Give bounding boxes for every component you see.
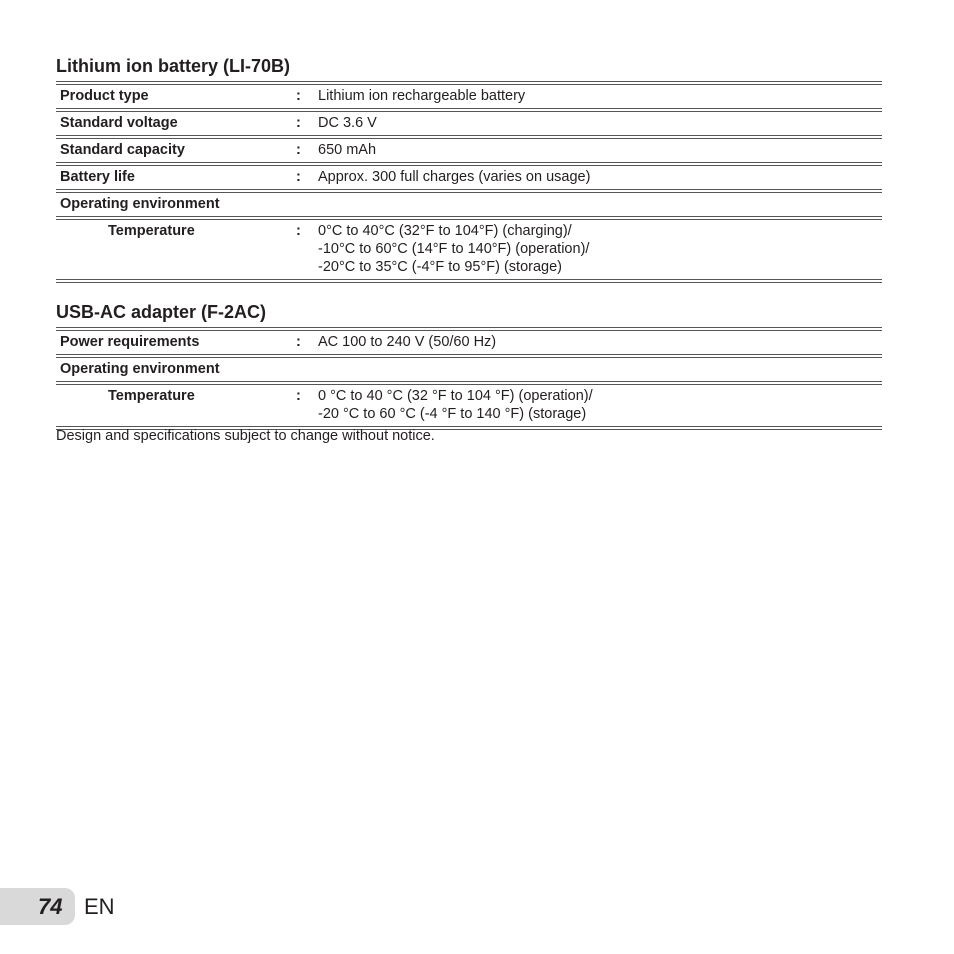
spec-value-line: 0°C to 40°C (32°F to 104°F) (charging)/ [318, 223, 572, 239]
table-top-rule [56, 81, 882, 85]
spec-key: Standard voltage [60, 115, 178, 131]
row-divider [56, 162, 882, 166]
spec-value [318, 168, 882, 186]
row-divider [56, 216, 882, 220]
spec-key: Operating environment [60, 361, 220, 377]
spec-key: Product type [60, 88, 149, 104]
spec-key: Operating environment [60, 196, 220, 212]
spec-value-line: 650 mAh [318, 142, 377, 158]
spec-row-operating-environment [56, 195, 882, 213]
spec-key: Standard capacity [60, 142, 185, 158]
battery-title: Lithium ion battery (LI-70B) [56, 56, 290, 76]
table-top-rule [56, 327, 882, 331]
spec-value [318, 222, 882, 276]
spec-value [318, 387, 882, 423]
spec-value [318, 195, 882, 213]
spec-separator: : [296, 115, 301, 131]
spec-separator: : [296, 388, 301, 404]
page-number: 74 [38, 894, 63, 919]
row-divider [56, 354, 882, 358]
spec-key: Power requirements [60, 334, 200, 350]
spec-row-standard-voltage [56, 114, 882, 132]
spec-separator: : [296, 334, 301, 350]
row-divider [56, 108, 882, 112]
spec-key: Battery life [60, 169, 135, 185]
spec-value-line: DC 3.6 V [318, 115, 377, 131]
row-divider [56, 135, 882, 139]
spec-row-standard-capacity [56, 141, 882, 159]
spec-value [318, 87, 882, 105]
spec-value-line: -10°C to 60°C (14°F to 140°F) (operation)/ [318, 241, 590, 257]
adapter-section [56, 301, 882, 430]
spec-value-line: AC 100 to 240 V (50/60 Hz) [318, 334, 497, 350]
spec-separator: : [296, 169, 301, 185]
spec-value-line: -20 °C to 60 °C (-4 °F to 140 °F) (storage) [318, 406, 587, 422]
spec-row-operating-environment [56, 360, 882, 378]
spec-value [318, 333, 882, 351]
spec-key: Temperature [108, 388, 195, 404]
spec-value-line: 0 °C to 40 °C (32 °F to 104 °F) (operation)/ [318, 388, 593, 404]
spec-row-product-type [56, 87, 882, 105]
battery-section [56, 55, 882, 283]
battery-spec-table [56, 81, 882, 283]
spec-separator: : [296, 142, 301, 158]
spec-row-battery-life [56, 168, 882, 186]
adapter-title: USB-AC adapter (F-2AC) [56, 302, 267, 322]
spec-separator: : [296, 223, 301, 239]
spec-row-temperature [56, 387, 882, 423]
spec-key: Temperature [108, 223, 195, 239]
adapter-spec-table [56, 327, 882, 430]
language-label: EN [84, 894, 115, 919]
spec-value [318, 360, 882, 378]
row-divider [56, 381, 882, 385]
spec-value-line: -20°C to 35°C (-4°F to 95°F) (storage) [318, 259, 562, 275]
table-bottom-rule [56, 279, 882, 283]
spec-separator [296, 195, 318, 213]
spec-value-line: Approx. 300 full charges (varies on usage) [318, 169, 591, 185]
disclaimer-note: Design and specifications subject to change without notice. [56, 428, 435, 444]
spec-separator: : [296, 88, 301, 104]
spec-value [318, 114, 882, 132]
spec-value [318, 141, 882, 159]
spec-value-line: Lithium ion rechargeable battery [318, 88, 526, 104]
spec-row-power-requirements [56, 333, 882, 351]
spec-row-temperature [56, 222, 882, 276]
row-divider [56, 189, 882, 193]
spec-separator [296, 360, 318, 378]
